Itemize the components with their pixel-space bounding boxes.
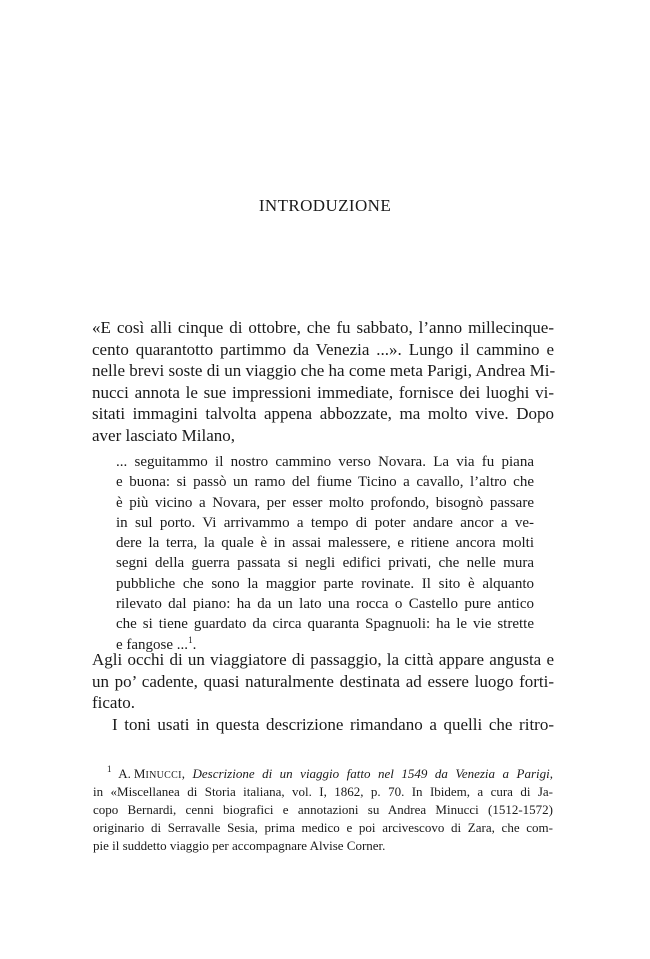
second-paragraph — [92, 649, 554, 735]
block-quote — [116, 452, 534, 655]
text-line: Agli occhi di un viaggiatore di passaggio, la città appare angusta e — [92, 650, 554, 669]
quote-line: in sul porto. Vi arrivammo a tempo di poter andare ancor a ve- — [116, 514, 534, 531]
footnote-reference: 1 — [188, 634, 193, 645]
text-line: I toni usati in questa descrizione rimandano a quelli che ritro- — [112, 714, 554, 734]
text-line: un po’ cadente, quasi naturalmente destinata ad essere luogo forti- — [92, 671, 554, 691]
text-line: cento quarantotto partimmo da Venezia ...». Lungo il cammino e — [92, 339, 554, 359]
footnote-line: pie il suddetto viaggio per accompagnare Alvise Corner. — [93, 838, 386, 853]
text-line: ficato. — [92, 693, 135, 712]
quote-line: e fangose ...$^1$. — [116, 634, 197, 653]
quote-line: ... seguitammo il nostro cammino verso Novara. La via fu piana — [116, 454, 534, 470]
quote-line: che si tiene guardato da circa quaranta Spagnuoli: ha le vie strette — [116, 616, 534, 633]
footnote-work-title: Descrizione di un viaggio fatto nel 1549 da Venezia a Parigi, — [192, 766, 553, 781]
quote-line: pubbliche che sono la maggior parte rovinate. Il sito è alquanto — [116, 575, 534, 592]
text-line: nucci annota le sue impressioni immediate, fornisce dei luoghi vi- — [92, 382, 554, 402]
text-line: «E così alli cinque di ottobre, che fu sabbato, l’anno millecinque- — [92, 318, 554, 337]
quote-line: è più vicino a Novara, per esser molto profondo, bisognò passare — [116, 494, 534, 511]
quote-line: rilevato dal piano: ha da un lato una rocca o Castello pure antico — [116, 596, 534, 613]
quote-line: dere la terra, la quale è in assai malessere, e ritiene ancora molti — [116, 535, 534, 552]
quote-line: segni della guerra passata si negli edifici privati, che nelle mura — [116, 555, 534, 572]
text-line: sitati immagini talvolta appena abbozzate, ma molto vive. Dopo — [92, 404, 554, 423]
footnote-line: originario di Serravalle Sesia, prima medico e poi arcivescovo di Zara, che com- — [93, 820, 553, 835]
footnotes — [93, 765, 553, 855]
footnote-author-rest: INUCCI — [145, 770, 182, 781]
footnote-line: $^1$ A. MINUCCI, Descrizione di un viaggio fatto nel 1549 da Venezia a Parigi, — [107, 764, 553, 781]
quote-line: e buona: si passò un ramo del fiume Ticino a cavallo, l’altro che — [116, 474, 534, 491]
footnote-number: 1 — [107, 764, 112, 774]
footnote-author-initial: A. — [118, 766, 131, 781]
footnote-line: copo Bernardi, cenni biografici e annotazioni su Andrea Minucci (1512-1572) — [93, 802, 553, 817]
opening-paragraph — [92, 317, 554, 446]
page-title: INTRODUZIONE — [258, 196, 392, 215]
footnote-author-cap: M — [133, 766, 146, 781]
quote-last-text: e fangose ... — [116, 636, 189, 653]
footnote-line: in «Miscellanea di Storia italiana, vol. I, 1862, p. 70. In Ibidem, a cura di Ja- — [93, 784, 553, 799]
text-line: aver lasciato Milano, — [92, 425, 236, 445]
text-line: nelle brevi soste di un viaggio che ha come meta Parigi, Andrea Mi- — [92, 361, 556, 380]
